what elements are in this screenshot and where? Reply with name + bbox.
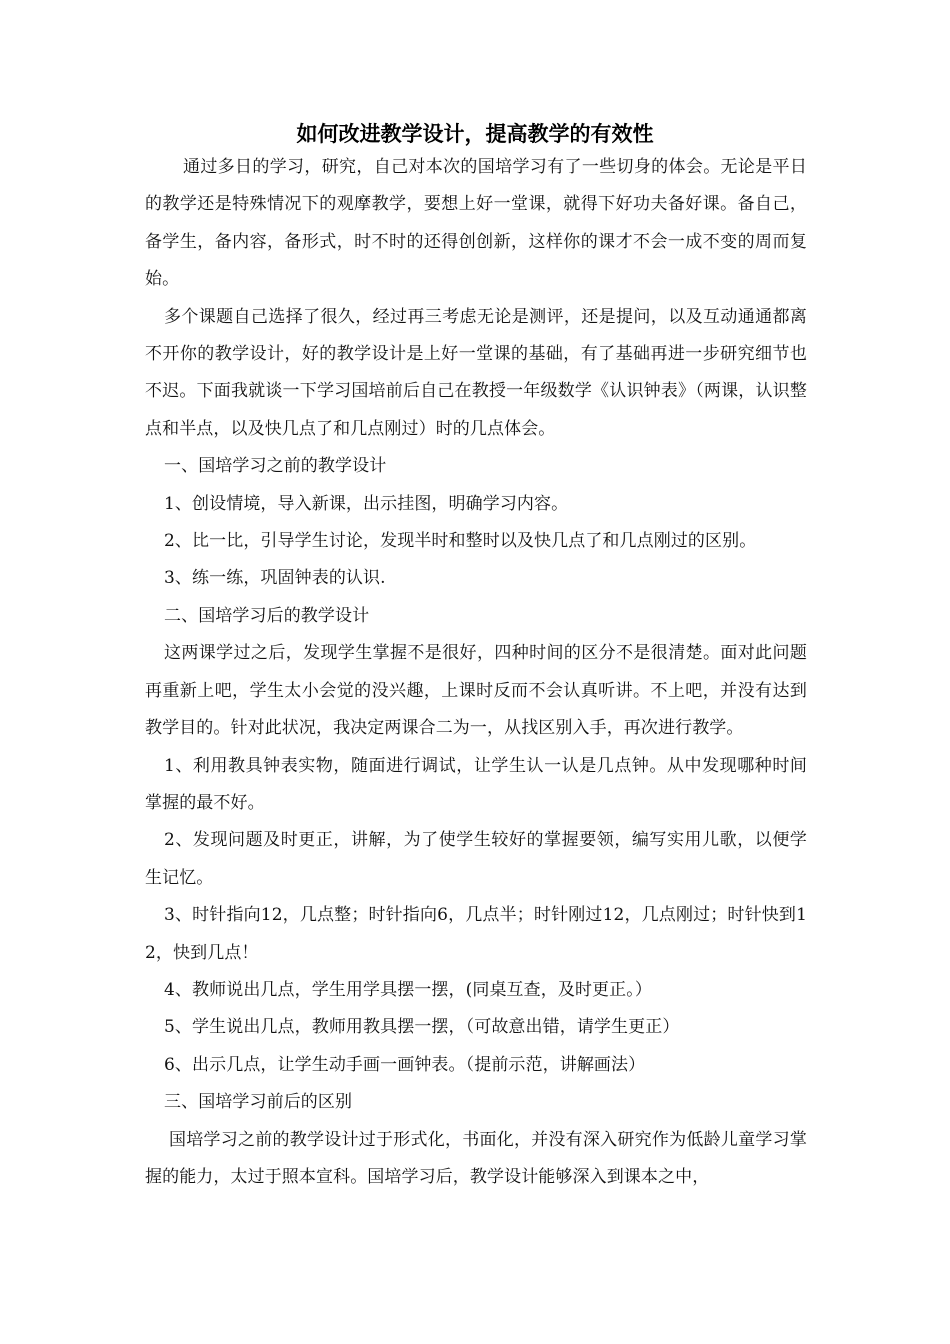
document-title: 如何改进教学设计，提高教学的有效性 [296, 122, 654, 146]
list-item: 2、比一比，引导学生讨论，发现半时和整时以及快几点了和几点刚过的区别。 [164, 531, 757, 552]
section-heading-1: 一、国培学习之前的教学设计 [164, 456, 387, 477]
paragraph-comparison: 国培学习之前的教学设计过于形式化，书面化，并没有深入研究作为低龄儿童学习掌握的能力，太过于照本宣科。国培学习后，教学设计能够深入到课本之中， [145, 1129, 807, 1187]
list-item: 3、练一练，巩固钟表的认识. [164, 568, 386, 589]
list-item: 3、时针指向12，几点整；时针指向6，几点半；时针刚过12，几点刚过；时针快到12，快到几点！ [145, 905, 807, 963]
list-item: 5、学生说出几点，教师用教具摆一摆，（可故意出错，请学生更正） [164, 1017, 680, 1038]
list-item: 1、利用教具钟表实物，随面进行调试，让学生认一认是几点钟。从中发现哪种时间掌握的最不好。 [145, 755, 807, 813]
list-item: 6、出示几点，让学生动手画一画钟表。（提前示范，讲解画法） [164, 1054, 646, 1075]
paragraph-reflection: 这两课学过之后，发现学生掌握不是很好，四种时间的区分不是很清楚。面对此问题再重新上吧，学生太小会觉的没兴趣，上课时反而不会认真听讲。不上吧，并没有达到教学目的。针对此状况，我决定两课合二为一，从找区别入手，再次进行教学。 [145, 643, 807, 739]
list-item: 2、发现问题及时更正，讲解，为了使学生较好的掌握要领，编写实用儿歌，以便学生记忆。 [145, 830, 807, 888]
paragraph-intro: 通过多日的学习，研究，自己对本次的国培学习有了一些切身的体会。无论是平日的教学还是特殊情况下的观摩教学，要想上好一堂课，就得下好功夫备好课。备自己，备学生，备内容，备形式，时不时的还得创创新，这样你的课才不会一成不变的周而复始。 [145, 157, 807, 290]
list-item: 1、创设情境，导入新课，出示挂图，明确学习内容。 [164, 493, 569, 514]
paragraph-topic: 多个课题自己选择了很久，经过再三考虑无论是测评，还是提问，以及互动通通都离不开你的教学设计，好的教学设计是上好一堂课的基础，有了基础再进一步研究细节也不迟。下面我就谈一下学习国培前后自己在教授一年级数学《认识钟表》（两课，认识整点和半点，以及快几点了和几点刚过）时的几点体会。 [145, 306, 807, 439]
list-item: 4、教师说出几点，学生用学具摆一摆，(同桌互查，及时更正。） [164, 979, 652, 1000]
document-body [145, 149, 807, 1196]
section-heading-2: 二、国培学习后的教学设计 [164, 605, 370, 626]
section-heading-3: 三、国培学习前后的区别 [164, 1092, 353, 1113]
